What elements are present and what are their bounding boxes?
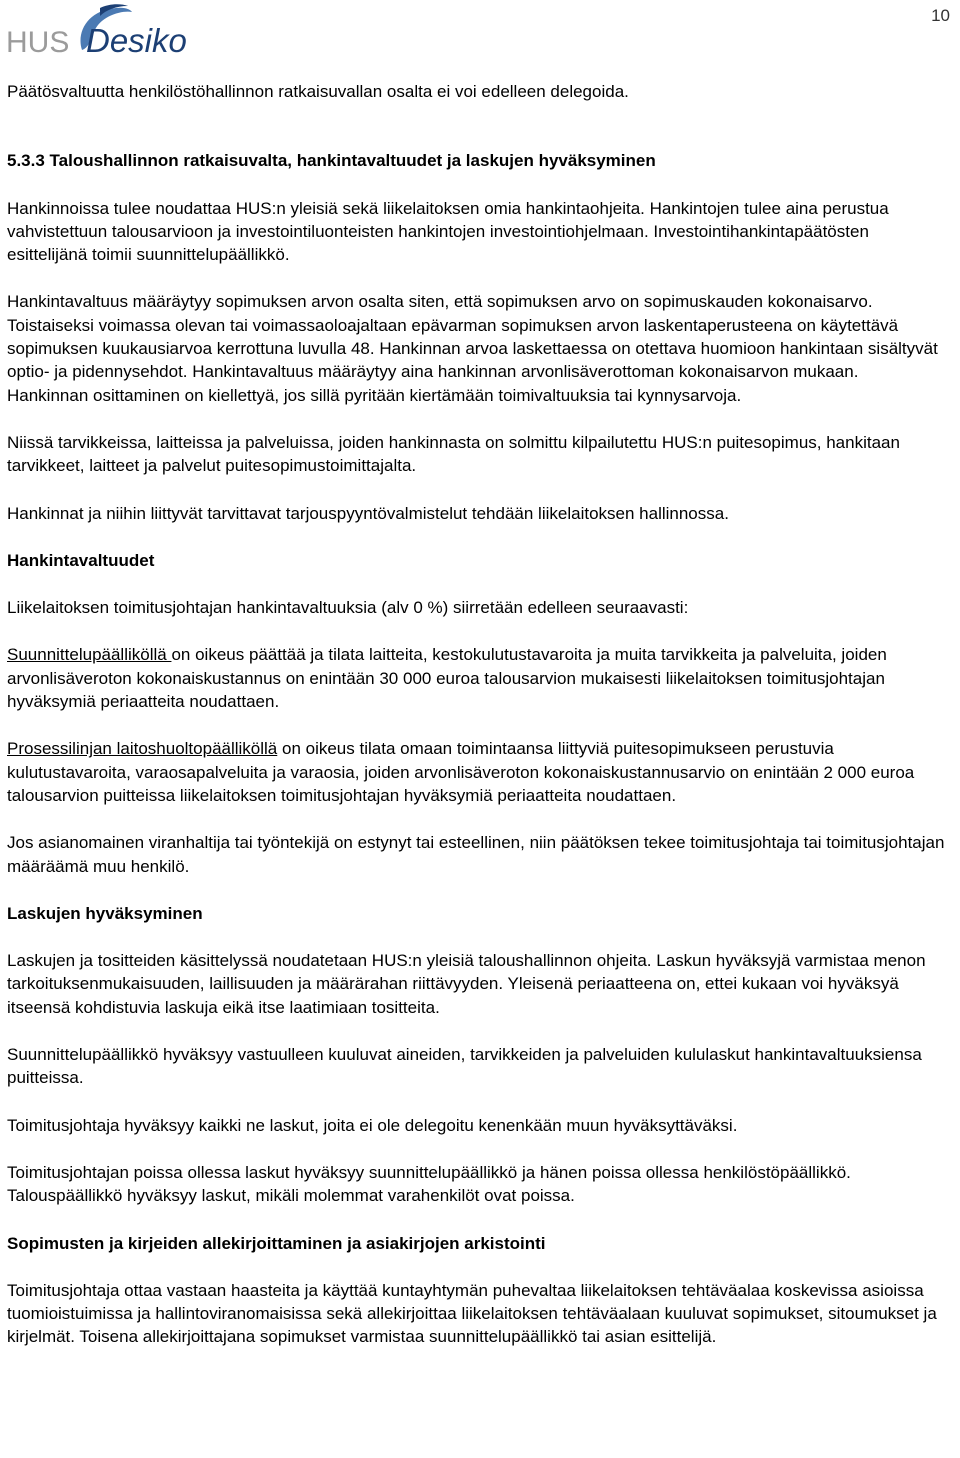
paragraph-text: on oikeus päättää ja tilata laitteita, kestokulutustavaroita ja muita tarvikkeita ja palveluita, joiden arvonlisäveroton kokonaiskustannus on enintään 30 000 euroa talousarvion mukaisesti liikelaitoksen toimitusjohtajan hyväksymiä periaatteita noudattaen.: [7, 645, 887, 712]
paragraph-substitute: Jos asianomainen viranhaltija tai työntekijä on estynyt tai esteellinen, niin päätöksen tekee toimitusjohtaja tai toimitusjohtajan määräämä muu henkilö.: [7, 833, 945, 876]
paragraph-planning-manager-authority: [7, 643, 953, 713]
paragraph-cleaning-manager-authority: [7, 737, 953, 807]
section-heading-533: 5.3.3 Taloushallinnon ratkaisuvalta, hankintavaltuudet ja laskujen hyväksyminen: [7, 151, 656, 171]
page-number: 10: [931, 6, 950, 25]
subheading-laskujen-hyvaksyminen: Laskujen hyväksyminen: [7, 903, 203, 923]
paragraph-procurement-value: Hankintavaltuus määräytyy sopimuksen arvon osalta siten, että sopimuksen arvo on sopimuskauden kokonaisarvo. Toistaiseksi voimassa olevan tai voimassaoloajaltaan epävarman sopimuksen arvon laskentaperusteena on käytettävä sopimuksen kuukausiarvoa kerrottuna luvulla 48. Hankinnan arvoa laskettaessa on otettava huomioon hankintaan sisältyvät optio- ja pidennysehdot. Hankintavaltuus määräytyy aina hankinnan arvonlisäverottoman kokonaisarvon mukaan.: [7, 292, 938, 382]
paragraph-delegation: Päätösvaltuutta henkilöstöhallinnon ratkaisuvallan osalta ei voi edelleen delegoida.: [7, 82, 629, 101]
paragraph-invoice-handling: Laskujen ja tositteiden käsittelyssä noudatetaan HUS:n yleisiä taloushallinnon ohjeita. Laskun hyväksyjä varmistaa menon tarkoituksenmukaisuuden, laillisuuden ja määrärahan riittävyyden. Yleisenä periaatteena on, ettei kukaan voi hyväksyä itseensä kohdistuvia laskuja eikä itse laatimiaan tositteita.: [7, 951, 926, 1017]
document-body: [7, 80, 953, 1349]
underlined-role-cleaning-manager: Prosessilinjan laitoshuoltopäälliköllä: [7, 739, 278, 759]
paragraph-framework-agreement: Niissä tarvikkeissa, laitteissa ja palveluissa, joiden hankinnasta on solmittu kilpailutettu HUS:n puitesopimus, hankitaan tarvikkeet, laitteet ja palvelut puitesopimustoimittajalta.: [7, 432, 900, 476]
subheading-signing-archiving: Sopimusten ja kirjeiden allekirjoittaminen ja asiakirjojen arkistointi: [7, 1233, 546, 1253]
paragraph-signing: Toimitusjohtaja ottaa vastaan haasteita ja käyttää kuntayhtymän puhevaltaa liikelaitoksen tehtäväalaa koskevissa asioissa tuomioistuimissa ja hallintoviranomaisissa sekä allekirjoittaa liikelaitoksen tehtäväalaan kuuluvat sopimukset, sitoumukset ja kirjelmät. Toisena allekirjoittajana sopimukset varmistaa suunnittelupäällikkö tai asian esittelijä.: [7, 1280, 937, 1347]
paragraph-text: on oikeus tilata omaan toimintaansa liittyviä puitesopimukseen perustuvia kulutustavaroita, varaosapalveluita ja varaosia, joiden arvonlisäveroton kokonaiskustannusarvio on enintään 2 000 euroa talousarvion puitteissa liikelaitoksen toimitusjohtajan hyväksymiä periaatteita noudattaen.: [7, 739, 915, 805]
paragraph-planning-manager-invoices: Suunnittelupäällikkö hyväksyy vastuulleen kuuluvat aineiden, tarvikkeiden ja palveluiden kululaskut hankintavaltuuksiensa puitteissa.: [7, 1045, 922, 1088]
hus-desiko-logo: [4, 2, 204, 62]
paragraph-splitting: Hankinnan osittaminen on kiellettyä, jos sillä pyritään kiertämään toimivaltuuksia tai kynnysarvoja.: [7, 385, 742, 405]
paragraph-delegated-authority: Liikelaitoksen toimitusjohtajan hankintavaltuuksia (alv 0 %) siirretään edelleen seuraavasti:: [7, 598, 689, 618]
paragraph-tender-preparation: Hankinnat ja niihin liittyvät tarvittavat tarjouspyyntövalmistelut tehdään liikelaitoksen hallinnossa.: [7, 503, 729, 523]
paragraph-absence-invoices: Toimitusjohtajan poissa ollessa laskut hyväksyy suunnittelupäällikkö ja hänen poissa ollessa henkilöstöpäällikkö. Talouspäällikkö hyväksyy laskut, mikäli molemmat varahenkilöt ovat poissa.: [7, 1162, 851, 1206]
paragraph-procurement-rules: Hankinnoissa tulee noudattaa HUS:n yleisiä sekä liikelaitoksen omia hankintaohjeita. Hankintojen tulee aina perustua vahvistettuun talousarvioon ja investointiluonteisten hankintojen investointiohjelmaan. Investointihankintapäätösten esittelijänä toimii suunnittelupäällikkö.: [7, 198, 889, 265]
paragraph-ceo-invoices: Toimitusjohtaja hyväksyy kaikki ne laskut, joita ei ole delegoitu kenenkään muun hyväksyttäväksi.: [7, 1115, 738, 1135]
logo-text-hus: HUS: [6, 26, 70, 59]
logo-text-desiko: Desiko: [86, 22, 187, 59]
subheading-hankintavaltuudet: Hankintavaltuudet: [7, 550, 155, 570]
underlined-role-planning-manager: Suunnittelupäälliköllä: [7, 645, 172, 665]
